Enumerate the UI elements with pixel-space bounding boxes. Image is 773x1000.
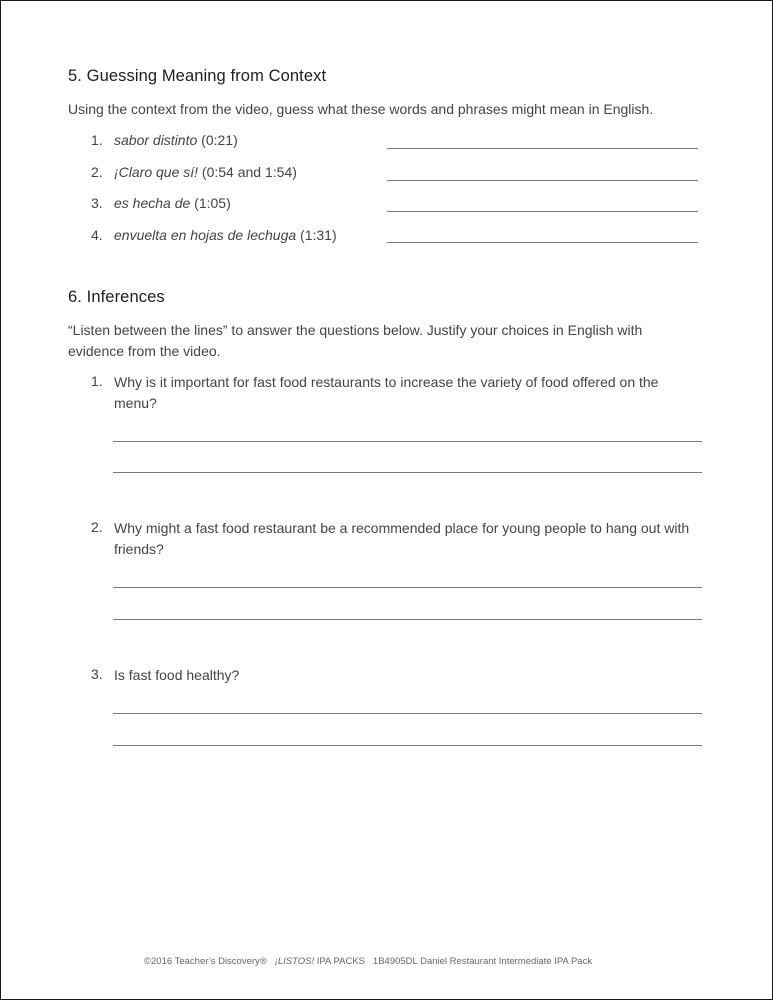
page-footer: [144, 956, 592, 967]
timestamp: (1:05): [190, 195, 231, 211]
spanish-phrase: ¡Claro que sí!: [114, 164, 199, 180]
question-number: 2.: [91, 519, 103, 535]
vocab-phrase: [114, 227, 337, 243]
vocab-phrase: [114, 195, 231, 211]
series-name: ¡LISTOS!: [274, 956, 315, 967]
answer-line[interactable]: [387, 180, 698, 181]
item-number: 3.: [91, 195, 103, 211]
answer-line[interactable]: [113, 472, 702, 473]
answer-line[interactable]: [387, 242, 698, 243]
product-code: 1B4905DL Daniel Restaurant Intermediate IPA Pack: [372, 956, 593, 967]
answer-line[interactable]: [113, 587, 702, 588]
question-text: Why is it important for fast food restaurants to increase the variety of food offered on the menu?: [114, 374, 659, 411]
timestamp: (0:21): [197, 132, 238, 148]
series-suffix: IPA PACKS: [314, 956, 365, 967]
item-number: 1.: [91, 132, 103, 148]
section-5-title: 5. Guessing Meaning from Context: [68, 67, 327, 85]
item-number: 2.: [91, 164, 103, 180]
timestamp: (0:54 and 1:54): [198, 164, 297, 180]
question-number: 3.: [91, 666, 103, 682]
section-6-instructions: “Listen between the lines” to answer the questions below. Justify your choices in English with evidence from the video.: [68, 322, 643, 359]
vocab-phrase: [114, 164, 297, 180]
timestamp: (1:31): [296, 227, 337, 243]
question-number: 1.: [91, 373, 103, 389]
section-6-title: 6. Inferences: [68, 288, 165, 306]
answer-line[interactable]: [387, 148, 698, 149]
question-text: Why might a fast food restaurant be a recommended place for young people to hang out with friends?: [114, 520, 690, 557]
section-5-instructions: Using the context from the video, guess what these words and phrases might mean in English.: [68, 101, 654, 117]
answer-line[interactable]: [113, 745, 702, 746]
answer-line[interactable]: [387, 211, 698, 212]
spanish-phrase: es hecha de: [114, 195, 191, 211]
spanish-phrase: envuelta en hojas de lechuga: [114, 227, 297, 243]
copyright: ©2016 Teacher’s Discovery®: [144, 956, 267, 967]
answer-line[interactable]: [113, 441, 702, 442]
question-text: Is fast food healthy?: [114, 667, 240, 683]
answer-line[interactable]: [113, 619, 702, 620]
spanish-phrase: sabor distinto: [114, 132, 198, 148]
answer-line[interactable]: [113, 713, 702, 714]
vocab-phrase: [114, 132, 238, 148]
item-number: 4.: [91, 227, 103, 243]
